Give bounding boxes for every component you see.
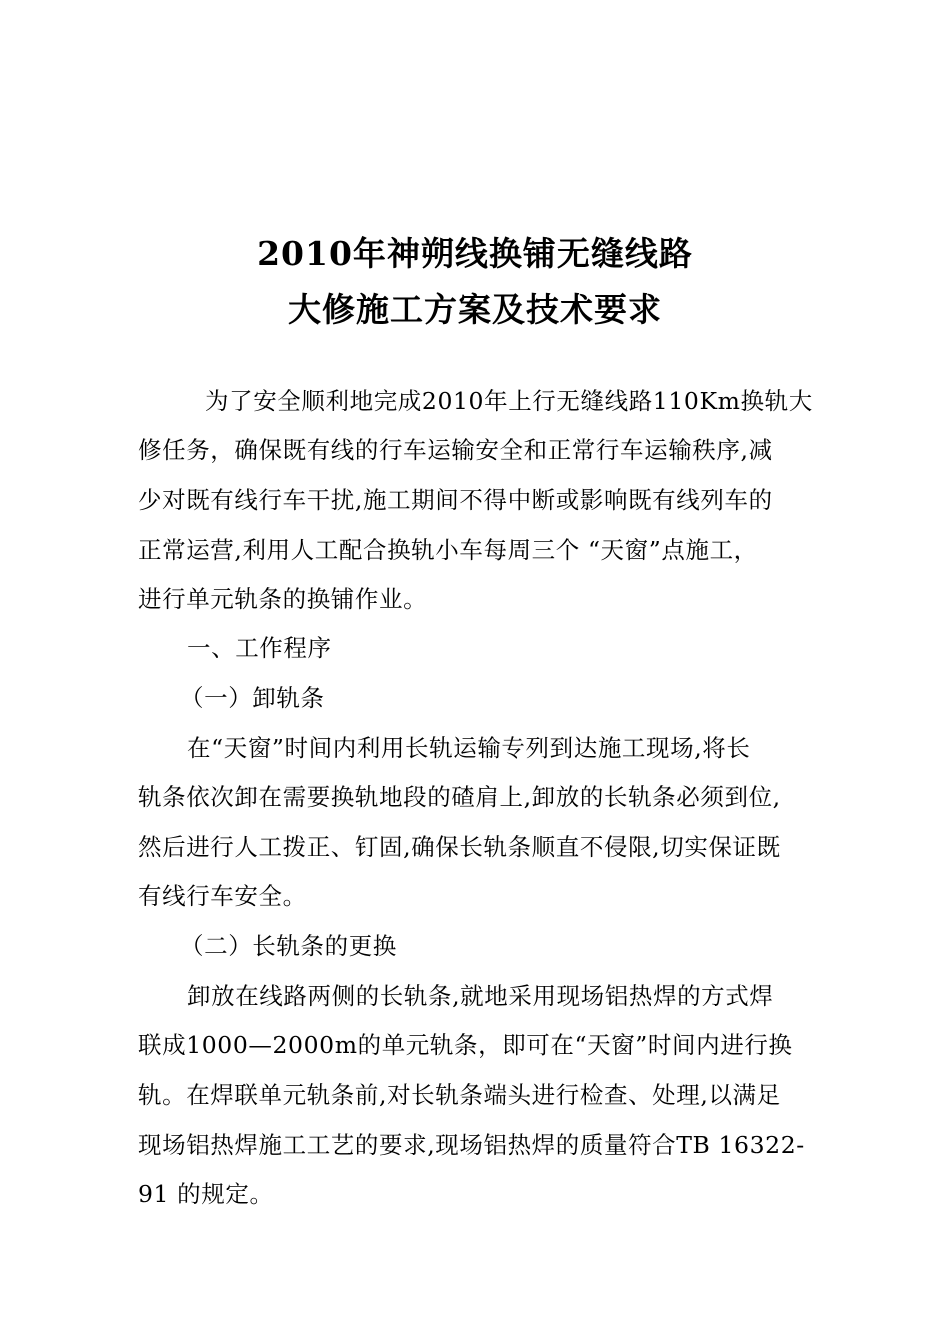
paragraph-line: 联成1000—2000m的单元轨条，即可在“天窗”时间内进行换	[138, 1031, 793, 1059]
subsection-heading: （一）卸轨条	[180, 684, 325, 712]
paragraph-line: 然后进行人工拨正、钉固,确保长轨条顺直不侵限,切实保证既	[138, 833, 781, 861]
paragraph-line: 修任务，确保既有线的行车运输安全和正常行车运输秩序,减	[138, 436, 773, 464]
paragraph-line: 进行单元轨条的换铺作业。	[138, 585, 428, 613]
paragraph-line: 少对既有线行车干扰,施工期间不得中断或影响既有线列车的	[138, 486, 773, 514]
paragraph-line: 轨条依次卸在需要换轨地段的碴肩上,卸放的长轨条必须到位,	[138, 783, 781, 811]
paragraph-line: 为了安全顺利地完成2010年上行无缝线路110Km换轨大	[205, 387, 813, 415]
document-title-line-2: 大修施工方案及技术要求	[288, 290, 662, 329]
paragraph-line: 现场铝热焊施工工艺的要求,现场铝热焊的质量符合TB 16322-	[138, 1131, 805, 1159]
subsection-heading: （二）长轨条的更换	[180, 932, 397, 960]
paragraph-line: 卸放在线路两侧的长轨条,就地采用现场铝热焊的方式焊	[187, 982, 774, 1010]
paragraph-line: 有线行车安全。	[138, 882, 307, 910]
section-heading: 一、工作程序	[187, 634, 332, 662]
document-title-line-1: 2010年神朔线换铺无缝线路	[257, 234, 693, 273]
paragraph-line: 91 的规定。	[138, 1180, 274, 1208]
paragraph-line: 在“天窗”时间内利用长轨运输专列到达施工现场,将长	[187, 734, 751, 762]
paragraph-line: 轨。在焊联单元轨条前,对长轨条端头进行检查、处理,以满足	[138, 1081, 781, 1109]
paragraph-line: 正常运营,利用人工配合换轨小车每周三个 “天窗”点施工，	[138, 536, 758, 564]
